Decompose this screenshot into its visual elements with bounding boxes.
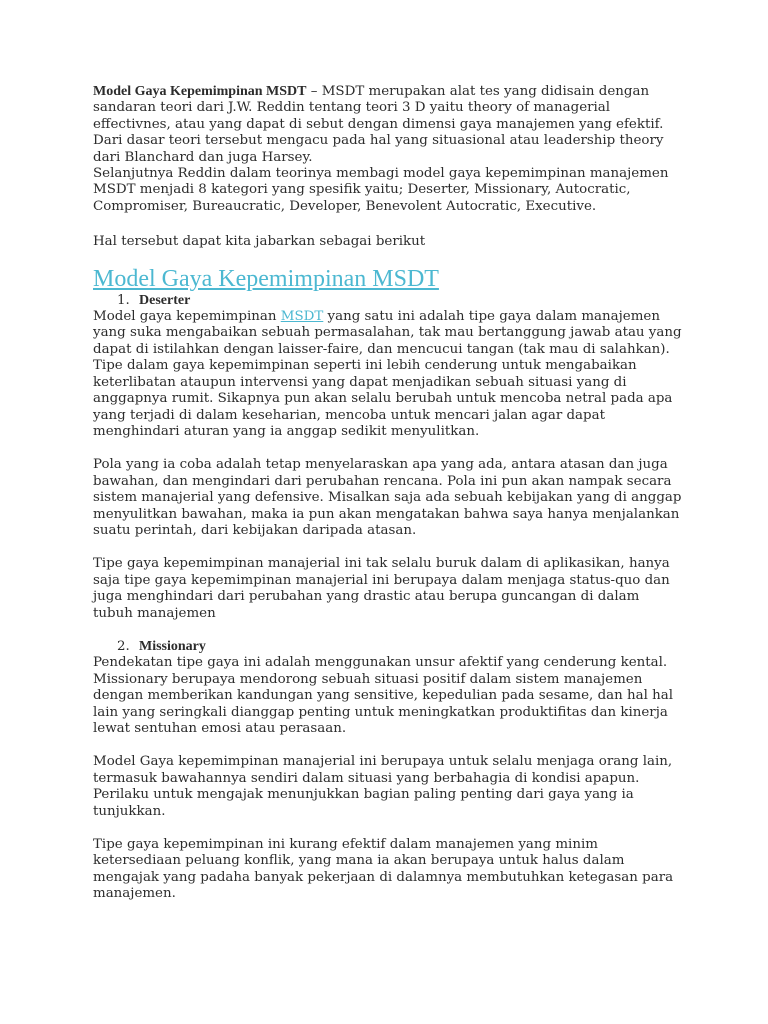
deserter-paragraph-2: Pola yang ia coba adalah tetap menyelaraskan apa yang ada, antara atasan dan juga bawahan, dan mengindari dari perubahan rencana. Pola ini pun akan nampak secara sistem manajerial yang defensive. Misalkan saja ada sebuah kebijakan yang di anggap menyulitkan bawahan, maka ia pun akan mengatakan bahwa saya hanya menjalankan suatu perintah, dari kebijakan daripada atasan. [93,457,682,538]
list-title-deserter: Deserter [139,292,191,308]
list-number: 1. [117,292,130,308]
document-page [93,84,683,903]
section-heading[interactable]: Model Gaya Kepemimpinan MSDT [93,265,439,292]
intro-transition: Hal tersebut dapat kita jabarkan sebagai berikut [93,234,426,250]
missionary-paragraph-1: Pendekatan tipe gaya ini adalah menggunakan unsur afektif yang cenderung kental. Missionary berupaya mendorong sebuah situasi positif dalam sistem manajemen dengan memberikan kandungan yang sensitive, kepedulian pada sesame, dan hal hal lain yang seringkali dianggap penting untuk meningkatkan produktifitas dan kinerja lewat sentuhan emosi atau perasaan. [93,655,674,736]
deserter-p1-before: Model gaya kepemimpinan [93,309,281,325]
list-title-missionary: Missionary [139,638,206,654]
spacer [93,622,683,639]
intro-lead-bold: Model Gaya Kepemimpinan MSDT [93,84,307,99]
intro-second-paragraph: Selanjutnya Reddin dalam teorinya membagi model gaya kepemimpinan manajemen MSDT menjadi 8 kategori yang spesifik yaitu; Deserter, Missionary, Autocratic, Compromiser, Bureaucratic, Developer, Benevolent Autocratic, Executive. [93,166,669,214]
spacer [93,440,683,457]
list-item-deserter [93,293,683,309]
intro-lead-text: – MSDT merupakan alat tes yang didisain dengan sandaran teori dari J.W. Reddin tentang teori 3 D yaitu theory of managerial effectivnes, atau yang dapat di sebut dengan dimensi gaya manajemen yang efektif. Dari dasar teori tersebut mengacu pada hal yang situasional atau leadership theory dari Blanchard dan juga Harsey. [93,84,664,165]
missionary-paragraph-3: Tipe gaya kepemimpinan ini kurang efektif dalam manajemen yang minim ketersediaan peluang konflik, yang mana ia akan berupaya untuk halus dalam mengajak yang padaha banyak pekerjaan di dalamnya membutuhkan ketegasan para manajemen. [93,837,674,902]
deserter-paragraph-1 [93,309,683,440]
deserter-paragraph-3: Tipe gaya kepemimpinan manajerial ini tak selalu buruk dalam di aplikasikan, hanya saja tipe gaya kepemimpinan manajerial ini berupaya dalam menjaga status-quo dan juga menghindari dari perubahan yang drastic atau berupa guncangan di dalam tubuh manajemen [93,556,670,621]
intro-paragraph [93,84,683,166]
spacer [93,737,683,754]
spacer [93,215,683,234]
list-number: 2. [117,638,130,654]
list-item-missionary [93,639,683,655]
missionary-paragraph-2: Model Gaya kepemimpinan manajerial ini berupaya untuk selalu menjaga orang lain, termasuk bawahannya sendiri dalam situasi yang berbahagia di kondisi apapun. Perilaku untuk mengajak menunjukkan bagian paling penting dari gaya yang ia tunjukkan. [93,754,673,819]
spacer [93,820,683,837]
deserter-p1-after: yang satu ini adalah tipe gaya dalam manajemen yang suka mengabaikan sebuah permasalahan, tak mau bertanggung jawab atau yang dapat di istilahkan dengan laisser-faire, dan mencucui tangan (tak mau di salahkan). Tipe dalam gaya kepemimpinan seperti ini lebih cenderung untuk mengabaikan keterlibatan ataupun intervensi yang dapat menjadikan sebuah situasi yang di anggapnya rumit. Sikapnya pun akan selalu berubah untuk mencoba netral pada apa yang terjadi di dalam keseharian, mencoba untuk mencari jalan agar dapat menghindari aturan yang ia anggap sedikit menyulitkan. [93,309,682,439]
msdt-link[interactable]: MSDT [280,309,324,325]
spacer [93,539,683,556]
